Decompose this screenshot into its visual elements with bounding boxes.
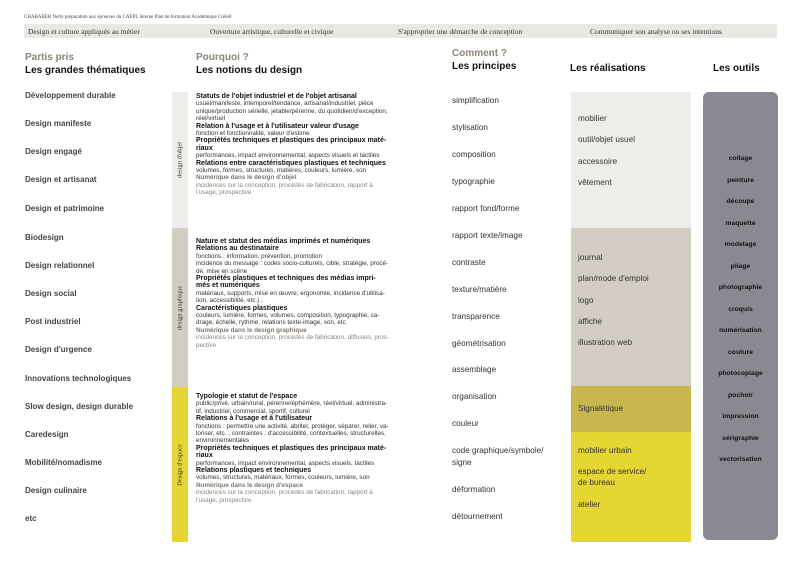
tool-item: maquette bbox=[725, 220, 756, 227]
tool-item: peinture bbox=[727, 177, 754, 184]
principle-item: organisation bbox=[452, 392, 497, 401]
principle-item: détournement bbox=[452, 512, 503, 521]
notion-heading: Numérique dans le design d'espace bbox=[196, 481, 303, 489]
competency-ouverture: Ouverture artistique, culturelle et civique bbox=[210, 27, 334, 36]
notion-detail: matériaux, supports, mise en œuvre, ergonomie, incidence d'utilisa- bbox=[196, 289, 385, 297]
theme-item: Slow design, design durable bbox=[25, 402, 134, 411]
principle-item: composition bbox=[452, 150, 496, 159]
notion-detail: fonctions : permettre une activité, abriter, protéger, séparer, relier, va- bbox=[196, 422, 389, 430]
tool-item: photocopiage bbox=[718, 370, 763, 377]
notion-detail: unique/production sérielle, jetable/pérenne, du quotidien/d'exception, bbox=[196, 107, 388, 115]
notion-detail: l'usage, prospective bbox=[196, 496, 252, 504]
realisation-item: outil/objet usuel bbox=[578, 135, 635, 144]
tool-item: sérigraphie bbox=[722, 435, 759, 442]
notion-heading: Numérique dans le design d'objet bbox=[196, 174, 297, 182]
notion-heading: Relations à l'usage et à l'utilisateur bbox=[196, 415, 313, 423]
notions-design-objet bbox=[196, 93, 424, 197]
themes-header bbox=[25, 51, 146, 77]
notion-detail: loriser, etc. ; contraintes : d'accessibilité, contextuelles, structurelles, bbox=[196, 430, 386, 438]
realisation-item: Signalétique bbox=[578, 404, 624, 413]
notion-detail: fonctions : information, prévention, promotion bbox=[196, 252, 323, 260]
realisation-item: accessoire bbox=[578, 157, 618, 166]
notion-heading: Typologie et statut de l'espace bbox=[196, 393, 298, 400]
notion-detail: performances, impact environnemental, aspects visuels, tactiles bbox=[196, 459, 375, 467]
realisation-item: de bureau bbox=[578, 478, 615, 487]
notion-heading: Propriétés techniques et plastiques des principaux maté- bbox=[196, 444, 387, 452]
notion-heading: Numérique dans le design graphique bbox=[196, 326, 307, 334]
principles-header bbox=[452, 47, 516, 73]
principle-item: couleur bbox=[452, 419, 479, 428]
realisation-item: atelier bbox=[578, 500, 601, 509]
realisation-item: vêtement bbox=[578, 178, 612, 187]
tool-item: photographie bbox=[718, 284, 763, 291]
principle-item: code graphique/symbole/ bbox=[452, 446, 544, 455]
notion-heading: Relations plastiques et techniques bbox=[196, 467, 312, 475]
theme-item: Caredesign bbox=[25, 430, 69, 439]
realisation-item: mobilier urbain bbox=[578, 446, 632, 455]
notion-heading: Propriétés plastiques et techniques des médias impri- bbox=[196, 275, 376, 283]
principle-item: assemblage bbox=[452, 365, 497, 374]
notion-heading: Nature et statut des médias imprimés et numériques bbox=[196, 238, 371, 245]
notion-detail: incidence du message : codes socio-culturels, cible, stratégie, procé- bbox=[196, 260, 389, 268]
document-header-line: CHABABER Nelly préparation aux épreuves du CAEPL interne Plan de formation Académique Créteil bbox=[24, 15, 232, 20]
tool-item: croquis bbox=[728, 306, 753, 313]
notions-header bbox=[196, 51, 302, 77]
theme-item: Biodesign bbox=[25, 233, 64, 242]
theme-item: Design manifeste bbox=[25, 119, 92, 128]
competency-communiquer: Communiquer son analyse ou ses intentions bbox=[590, 27, 722, 36]
tools-header-title: Les outils bbox=[713, 63, 760, 74]
principle-item: simplification bbox=[452, 96, 499, 105]
theme-item: Design d'urgence bbox=[25, 345, 92, 354]
band-design-objet-label: design d'objet bbox=[176, 141, 184, 179]
notion-heading: Statuts de l'objet industriel et de l'objet artisanal bbox=[196, 93, 357, 100]
notion-detail: dé, mise en scène bbox=[196, 267, 248, 275]
realisation-item: mobilier bbox=[578, 114, 607, 123]
themes-header-title: Les grandes thématiques bbox=[25, 65, 146, 76]
notion-heading: riaux bbox=[196, 452, 213, 460]
notion-detail: tion, accessibilité, etc.) ; bbox=[196, 297, 263, 305]
principle-item: texture/matière bbox=[452, 285, 507, 294]
theme-item: Design et artisanat bbox=[25, 175, 97, 184]
notions-design-espace bbox=[196, 393, 424, 504]
tool-item: vectorisation bbox=[719, 456, 762, 463]
tool-item: modelage bbox=[724, 241, 757, 248]
notion-heading: més et numériques bbox=[196, 282, 260, 290]
principle-item: géométrisation bbox=[452, 339, 506, 348]
tool-item: pochoir bbox=[728, 392, 753, 399]
theme-item: Design culinaire bbox=[25, 486, 87, 495]
principle-item: rapport texte/image bbox=[452, 231, 523, 240]
realisations-header bbox=[570, 62, 646, 75]
notion-detail: public/privé, urbain/rural, pérenne/éphémère, réel/virtuel, administra- bbox=[196, 400, 388, 408]
notion-detail: volumes, formes, structures, matières, couleurs, lumière, son bbox=[196, 167, 367, 175]
principle-item: rapport fond/forme bbox=[452, 204, 520, 213]
band-design-graphique-label: design graphique bbox=[176, 285, 184, 330]
tool-item: impression bbox=[722, 413, 759, 420]
notions-header-sub: Pourquoi ? bbox=[196, 52, 249, 63]
principle-item: déformation bbox=[452, 485, 496, 494]
notion-detail: l'usage, prospective bbox=[196, 189, 252, 197]
realisation-item: logo bbox=[578, 296, 594, 305]
tool-item: pliage bbox=[730, 263, 751, 270]
principle-item: signe bbox=[452, 458, 472, 467]
principles-header-sub: Comment ? bbox=[452, 48, 507, 59]
theme-item: Design relationnel bbox=[25, 261, 95, 270]
theme-item: Innovations technologiques bbox=[25, 374, 132, 383]
notions-header-title: Les notions du design bbox=[196, 65, 303, 76]
tool-item: numérisation bbox=[719, 327, 762, 334]
band-design-espace-label: Design d'espace bbox=[176, 443, 184, 486]
realisation-item: journal bbox=[578, 253, 603, 262]
notion-heading: Caractéristiques plastiques bbox=[196, 304, 288, 312]
notion-detail: drage, échelle, rythme, relations texte-image, son, etc bbox=[196, 319, 346, 327]
competencies-bar bbox=[24, 24, 777, 38]
principle-item: transparence bbox=[452, 312, 500, 321]
theme-item: Design et patrimoine bbox=[25, 204, 105, 213]
principle-item: contraste bbox=[452, 258, 486, 267]
theme-item: Design social bbox=[25, 289, 77, 298]
notion-heading: Relation à l'usage et à l'utilisateur valeur d'usage bbox=[196, 122, 359, 130]
themes-header-sub: Partis pris bbox=[25, 52, 74, 63]
notion-heading: Relations au destinataire bbox=[196, 245, 279, 253]
theme-item: Mobilité/nomadisme bbox=[25, 458, 102, 467]
notion-detail: incidences sur la conception, procédés de fabrication, rapport à bbox=[196, 181, 373, 189]
theme-item: Design engagé bbox=[25, 147, 82, 156]
principles-header-title: Les principes bbox=[452, 61, 517, 72]
tool-item: découpe bbox=[726, 198, 755, 205]
tools-header bbox=[713, 62, 760, 75]
realisation-item: affiche bbox=[578, 317, 602, 326]
realisation-item: illustration web bbox=[578, 338, 633, 347]
tool-item: collage bbox=[728, 155, 753, 162]
notion-detail: performances, impact environnemental, aspects visuels et tactiles bbox=[196, 152, 380, 160]
realisations-header-title: Les réalisations bbox=[570, 63, 646, 74]
notion-detail: couleurs, lumière, formes, volumes, composition, typographie, ca- bbox=[196, 312, 380, 320]
principle-item: typographie bbox=[452, 177, 495, 186]
theme-item: Post industriel bbox=[25, 317, 81, 326]
competency-demarche: S'approprier une démarche de conception bbox=[398, 27, 523, 36]
notion-detail: incidences sur la conception, procédés de fabrication, diffusion, pros- bbox=[196, 334, 389, 342]
realisation-item: plan/mode d'emploi bbox=[578, 274, 649, 283]
notion-heading: riaux bbox=[196, 144, 213, 152]
tool-item: couture bbox=[728, 349, 753, 356]
notion-detail: usuel/manifeste, intemporel/tendance, artisanal/industriel, pièce bbox=[196, 100, 374, 108]
notion-detail: réel/virtuel bbox=[196, 115, 226, 123]
theme-item: etc bbox=[25, 514, 37, 523]
notion-detail: volumes, structures, matériaux, formes, couleurs, lumière, son bbox=[196, 474, 370, 482]
notion-heading: Propriétés techniques et plastiques des principaux maté- bbox=[196, 137, 387, 145]
notions-design-graphique bbox=[196, 238, 424, 349]
notion-detail: pective bbox=[196, 341, 216, 349]
competency-culture: Design et culture appliqués au métier bbox=[28, 27, 140, 36]
notion-heading: Relations entre caractéristiques plastiques et techniques bbox=[196, 159, 386, 167]
notion-detail: tif, industriel, commercial, sportif, culturel bbox=[196, 407, 310, 415]
notion-detail: environnementales bbox=[196, 437, 250, 445]
theme-item: Développement durable bbox=[25, 91, 116, 100]
principle-item: stylisation bbox=[452, 123, 488, 132]
notion-detail: fonction et fonctionnalité, valeur d'estime bbox=[196, 130, 310, 138]
realisation-item: espace de service/ bbox=[578, 467, 647, 476]
notion-detail: incidences sur la conception, procédés de fabrication, rapport à bbox=[196, 489, 373, 497]
